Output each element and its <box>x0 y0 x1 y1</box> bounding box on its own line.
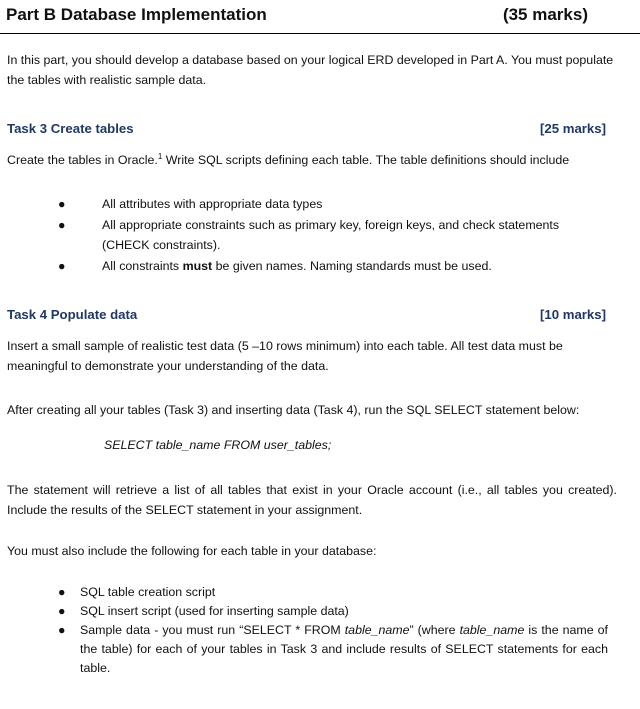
task3-marks: [25 marks] <box>540 121 606 136</box>
intro-paragraph: In this part, you should develop a database based on your logical ERD developed in Part A. You must populate the tables with realistic sample data. <box>7 53 614 87</box>
task3-description-start: Create the tables in Oracle. <box>7 153 158 167</box>
task3-bullet-list <box>0 194 640 276</box>
list-item-text: SQL table creation script <box>80 585 216 599</box>
section-header <box>0 0 640 34</box>
task4-description: Insert a small sample of realistic test data (5 –10 rows minimum) into each table. All test data must be meaningful to demonstrate your understanding of the data. <box>7 339 563 373</box>
list-item <box>0 602 640 621</box>
section-marks: (35 marks) <box>502 5 588 24</box>
bold-emphasis: must <box>182 258 213 273</box>
list-item <box>0 215 640 256</box>
italic-term: table_name <box>344 623 410 637</box>
bullet-icon: ● <box>58 258 66 273</box>
bullet-text: All constraints <box>102 258 183 273</box>
text-part: Sample data - you must run “SELECT * FROM <box>80 623 345 637</box>
bullet-icon: ● <box>58 604 66 618</box>
task4-marks: [10 marks] <box>540 307 606 322</box>
bullet-text-end: be given names. Naming standards must be used. <box>212 258 492 273</box>
bullet-icon: ● <box>58 623 66 637</box>
task3-description <box>7 150 617 170</box>
bullet-icon: ● <box>58 197 66 211</box>
include-bullet-list <box>0 583 640 678</box>
bullet-icon: ● <box>58 217 66 232</box>
footnote-marker: 1 <box>157 151 163 161</box>
section-title: Part B Database Implementation <box>6 5 267 24</box>
task3-description-end: Write SQL scripts defining each table. The table definitions should include <box>162 153 570 167</box>
sql-statement: SELECT table_name FROM user_tables; <box>104 438 332 452</box>
bullet-icon: ● <box>58 585 66 599</box>
list-item-text <box>102 256 607 277</box>
list-item <box>0 256 640 277</box>
task3-title: Task 3 Create tables <box>7 121 134 136</box>
after-creating-paragraph: After creating all your tables (Task 3) and inserting data (Task 4), run the SQL SELECT statement below: <box>7 403 580 417</box>
list-item <box>0 621 640 678</box>
bullet-text: All appropriate constraints such as primary key, foreign keys, and check statements (CHECK constraints). <box>102 217 560 252</box>
list-item-text: SQL insert script (used for inserting sample data) <box>80 604 349 618</box>
bullet-text: All attributes with appropriate data types <box>102 197 323 211</box>
list-item-text <box>102 215 607 256</box>
text-part: ” (where <box>409 623 460 637</box>
task4-title: Task 4 Populate data <box>7 307 138 322</box>
retrieve-paragraph: The statement will retrieve a list of all tables that exist in your Oracle account (i.e., all tables you created). Include the results of the SELECT statement in your assignment. <box>7 483 617 517</box>
list-item-text <box>80 621 608 678</box>
list-item <box>0 194 640 215</box>
text-part: is the name of the table) for each of your tables in Task 3 and include results of SELECT statements for each table. <box>80 623 608 675</box>
must-include-paragraph: You must also include the following for each table in your database: <box>7 544 377 558</box>
italic-term: table_name <box>459 623 525 637</box>
list-item-text <box>102 194 607 215</box>
list-item <box>0 583 640 602</box>
